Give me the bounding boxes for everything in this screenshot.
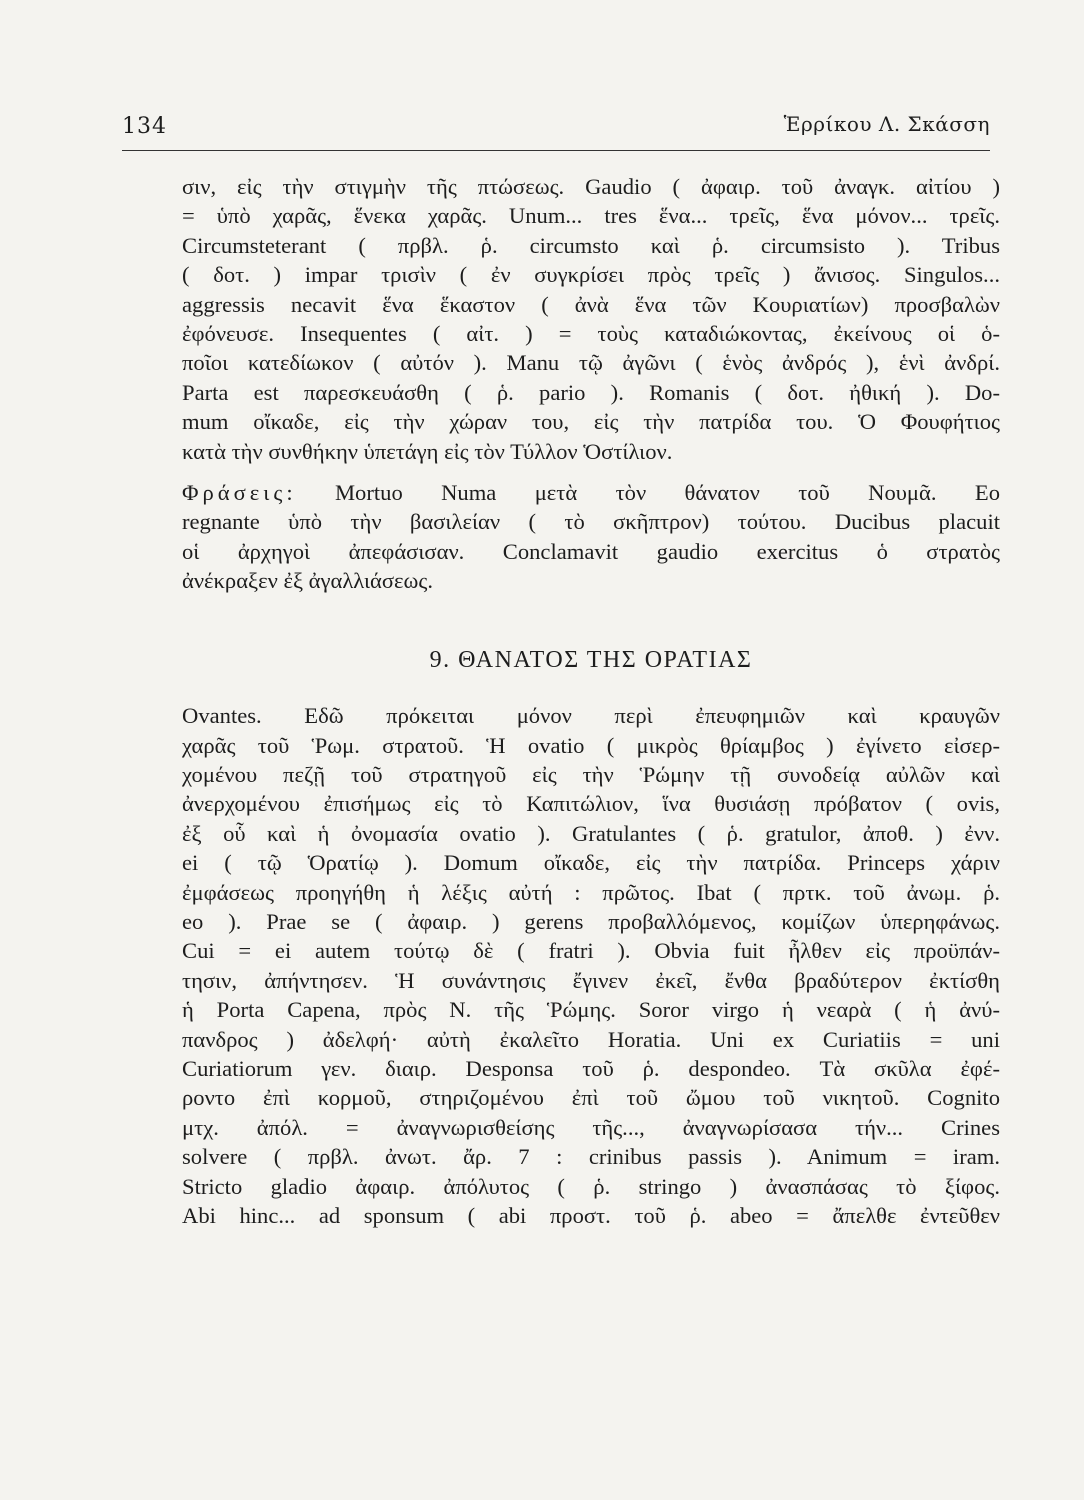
text-line: Circumsteterant ( πρβλ. ῥ. circumsto καὶ ῥ. circumsisto ). Tribus <box>182 232 1000 258</box>
text-line: κατὰ τὴν συνθήκην ὑπετάγη εἰς τὸν Τύλλον Ὁστίλιον. <box>182 438 673 464</box>
text-line: Cui = ei autem τούτῳ δὲ ( fratri ). Obvia fuit ἦλθεν εἰς προϋπάν- <box>182 938 1000 964</box>
text-line: aggressis necavit ἕνα ἕκαστον ( ἀνὰ ἕνα τῶν Κουριατίων) προσβαλὼν <box>182 291 1000 317</box>
text-line: solvere ( πρβλ. ἀνωτ. ἄρ. 7 : crinibus passis ). Animum = iram. <box>182 1144 1000 1170</box>
section-title: 9. ΘΑΝΑΤΟΣ ΤΗΣ ΟΡΑΤΙΑΣ <box>429 646 753 673</box>
text-line: χαρᾶς τοῦ Ῥωμ. στρατοῦ. Ἡ ovatio ( μικρὸς θρίαμβος ) ἐγίνετο εἰσερ- <box>182 732 1000 758</box>
text-line: mum οἴκαδε, εἰς τὴν χώραν του, εἰς τὴν πατρίδα του. Ὁ Φουφήτιος <box>182 409 1000 435</box>
running-head: Ἑρρίκου Λ. Σκάσση <box>783 112 990 136</box>
text-line: ἐφόνευσε. Insequentes ( αἰτ. ) = τοὺς καταδιώκοντας, ἐκείνους οἱ ὁ- <box>182 321 1000 347</box>
text-line <box>182 478 1000 507</box>
text-line: ἡ Porta Capena, πρὸς Ν. τῆς Ῥώμης. Soror virgo ἡ νεαρὰ ( ἡ ἀνύ- <box>182 997 1000 1023</box>
text-line: ποῖοι κατεδίωκον ( αὐτόν ). Manu τῷ ἀγῶνι ( ἑνὸς ἀνδρός ), ἑνὶ ἀνδρί. <box>182 350 1000 376</box>
header-rule <box>122 150 990 151</box>
text-line: χομένου πεζῇ τοῦ στρατηγοῦ εἰς τὴν Ῥώμην τῇ συνοδείᾳ αὐλῶν καὶ <box>182 761 1000 787</box>
text-line: Ovantes. Εδῶ πρόκειται μόνον περὶ ἐπευφημιῶν καὶ κραυγῶν <box>182 703 1000 729</box>
text-line: ροντο ἐπὶ κορμοῦ, στηριζομένου ἐπὶ τοῦ ὤμου τοῦ νικητοῦ. Cognito <box>182 1085 1000 1111</box>
text-line: τησιν, ἀπήντησεν. Ἡ συνάντησις ἔγινεν ἐκεῖ, ἔνθα βραδύτερον ἐκτίσθη <box>182 967 1000 993</box>
text-line: Abi hinc... ad sponsum ( abi προστ. τοῦ ῥ. abeo = ἄπελθε ἐντεῦθεν <box>182 1203 1000 1228</box>
text-line: = ὑπὸ χαρᾶς, ἕνεκα χαρᾶς. Unum... tres ἕνα... τρεῖς, ἕνα μόνον... τρεῖς. <box>182 203 1000 229</box>
text-line: Stricto gladio ἀφαιρ. ἀπόλυτος ( ῥ. stringo ) ἀνασπάσας τὸ ξίφος. <box>182 1173 1000 1199</box>
text-line: οἱ ἀρχηγοὶ ἀπεφάσισαν. Conclamavit gaudio exercitus ὁ στρατὸς <box>182 538 1000 564</box>
body-text <box>182 172 1000 1230</box>
text-line: Parta est παρεσκευάσθη ( ῥ. pario ). Romanis ( δοτ. ἠθική ). Do- <box>182 379 1000 405</box>
text-line: ἐμφάσεως προηγήθη ἡ λέξις αὐτή : πρῶτος. Ibat ( πρτκ. τοῦ ἀνωμ. ῥ. <box>182 879 1000 905</box>
phrases-label: Φράσεις: <box>182 480 297 506</box>
page-header <box>122 108 990 148</box>
text-line: μτχ. ἀπόλ. = ἀναγνωρισθείσης τῆς..., ἀναγνωρίσασα τήν... Crines <box>182 1114 1000 1140</box>
text-line: eo ). Prae se ( ἀφαιρ. ) gerens προβαλλόμενος, κομίζων ὑπερηφάνως. <box>182 908 1000 934</box>
phrases-paragraph <box>182 478 1000 596</box>
text-line: σιν, εἰς τὴν στιγμὴν τῆς πτώσεως. Gaudio ( ἀφαιρ. τοῦ ἀναγκ. αἰτίου ) <box>182 174 1000 199</box>
commentary-paragraph <box>182 172 1000 466</box>
text-line: regnante ὑπὸ τὴν βασιλείαν ( τὸ σκῆπτρον) τούτου. Ducibus placuit <box>182 509 1000 535</box>
text-line: ἀνερχομένου ἐπισήμως εἰς τὸ Καπιτώλιον, ἵνα θυσιάσῃ πρόβατον ( ovis, <box>182 791 1000 817</box>
text-line: πανδρος ) ἀδελφή· αὐτὴ ἐκαλεῖτο Horatia. Uni ex Curiatiis = uni <box>182 1026 1000 1052</box>
text-line: Curiatiorum γεν. διαιρ. Desponsa τοῦ ῥ. despondeo. Τὰ σκῦλα ἐφέ- <box>182 1055 1000 1081</box>
text-line: ἀνέκραξεν ἐξ ἀγαλλιάσεως. <box>182 568 434 594</box>
phrases-first-line: Mortuo Numa μετὰ τὸν θάνατον τοῦ Νουμᾶ. Eo <box>296 480 1000 506</box>
section-paragraph <box>182 701 1000 1230</box>
page-number: 134 <box>122 114 167 139</box>
text-line: ( δοτ. ) impar τρισὶν ( ἐν συγκρίσει πρὸς τρεῖς ) ἄνισος. Singulos... <box>182 262 1000 288</box>
text-line: ei ( τῷ Ὁρατίῳ ). Domum οἴκαδε, εἰς τὴν πατρίδα. Princeps χάριν <box>182 850 1000 876</box>
text-line: ἐξ οὗ καὶ ἡ ὀνομασία ovatio ). Gratulantes ( ῥ. gratulor, ἀποθ. ) ἐνν. <box>182 820 1000 846</box>
